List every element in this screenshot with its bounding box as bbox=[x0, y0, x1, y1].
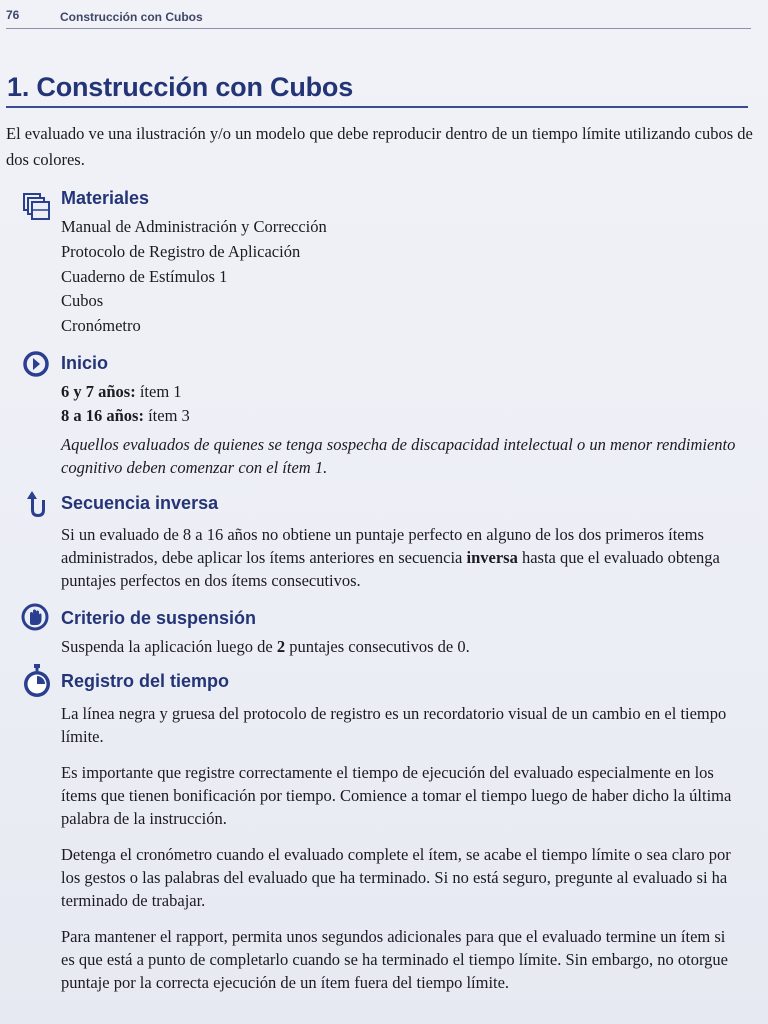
page-title: 1. Construcción con Cubos bbox=[7, 72, 354, 102]
section-heading-suspension: Criterio de suspensión bbox=[61, 608, 257, 628]
emphasis: 2 bbox=[276, 637, 286, 656]
text-part: Suspenda la aplicación luego de bbox=[61, 637, 277, 656]
timing-paragraph: Detenga el cronómetro cuando el evaluado complete el ítem, se acabe el tiempo límite o sea claro por los gestos o las palabras del evaluado que ha terminado. Si no está seguro, pregunte al evaluado si ha terminado de trabajar. bbox=[61, 845, 731, 910]
running-header bbox=[6, 6, 751, 29]
text-part: hasta que el evaluado obtenga puntajes perfectos en dos ítems consecutivos. bbox=[61, 548, 720, 590]
material-item: Cuaderno de Estímulos 1 bbox=[61, 267, 228, 286]
section-heading-materiales: Materiales bbox=[61, 188, 150, 208]
section-heading-registro: Registro del tiempo bbox=[61, 671, 230, 691]
reverse-sequence-arrow-icon bbox=[27, 489, 49, 517]
stacked-pages-icon bbox=[22, 192, 52, 222]
start-row-value: ítem 1 bbox=[135, 382, 182, 401]
page-number: 76 bbox=[6, 8, 20, 22]
start-row-label: 8 a 16 años: bbox=[61, 406, 144, 425]
timing-paragraph: Para mantener el rapport, permita unos segundos adicionales para que el evaluado termine un ítem si es que está a punto de completarlo cuando se ha terminado el tiempo límite. Sin embargo, no otorgue puntaje por la correcta ejecución de un ítem fuera del tiempo límite. bbox=[61, 927, 729, 992]
text-part: Si un evaluado de 8 a 16 años no obtiene un puntaje perfecto en alguno de los dos primeros ítems administrados, debe aplicar los ítems anteriores en secuencia bbox=[61, 525, 704, 567]
running-title: Construcción con Cubos bbox=[60, 10, 203, 24]
start-row-label: 6 y 7 años: bbox=[61, 382, 136, 401]
material-item: Cubos bbox=[61, 291, 104, 310]
material-item: Protocolo de Registro de Aplicación bbox=[61, 242, 301, 261]
timing-paragraph: Es importante que registre correctamente el tiempo de ejecución del evaluado especialmente en los ítems que tienen bonificación por tiempo. Comience a tomar el tiempo luego de haber dicho la última palabra de la instrucción. bbox=[61, 763, 732, 828]
intro-paragraph: El evaluado ve una ilustración y/o un modelo que debe reproducir dentro de un tiempo límite utilizando cubos de dos colores. bbox=[6, 124, 753, 169]
reverse-sequence-text bbox=[61, 523, 741, 592]
start-note: Aquellos evaluados de quienes se tenga sospecha de discapacidad intelectual o un menor rendimiento cognitivo deben comenzar con el ítem 1. bbox=[61, 435, 736, 477]
start-row-value: ítem 3 bbox=[143, 406, 190, 425]
start-arrow-icon bbox=[23, 351, 49, 377]
section-heading-inicio: Inicio bbox=[61, 353, 109, 373]
discontinue-text bbox=[61, 637, 470, 657]
timing-paragraph: La línea negra y gruesa del protocolo de registro es un recordatorio visual de un cambio en el tiempo límite. bbox=[61, 704, 727, 746]
section-heading-secuencia: Secuencia inversa bbox=[61, 493, 219, 513]
stop-hand-icon bbox=[21, 603, 49, 631]
text-part: puntajes consecutivos de 0. bbox=[285, 637, 470, 656]
material-item: Cronómetro bbox=[61, 316, 141, 335]
material-item: Manual de Administración y Corrección bbox=[61, 217, 327, 236]
stopwatch-icon bbox=[21, 664, 53, 698]
start-row bbox=[61, 406, 190, 426]
start-row bbox=[61, 382, 182, 402]
emphasis: inversa bbox=[466, 548, 518, 567]
title-divider bbox=[6, 106, 748, 108]
